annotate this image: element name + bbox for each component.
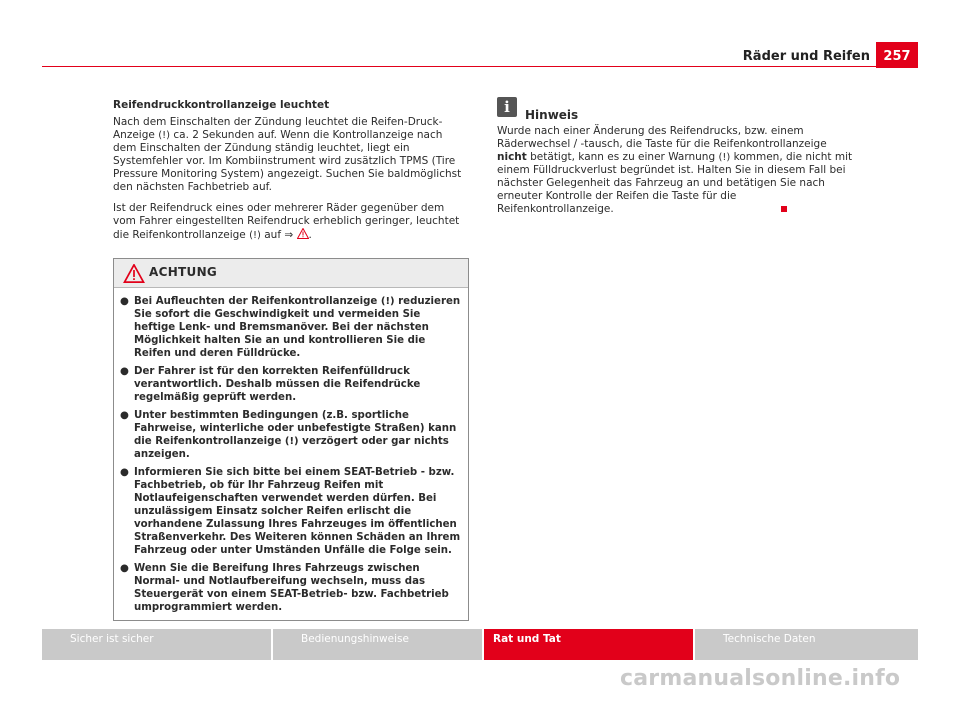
footer-tab-bedienung[interactable]: Bedienungshinweise [273, 629, 482, 660]
tpms-warning-icon: (!) [249, 230, 261, 241]
warning-triangle-icon [123, 264, 145, 283]
watermark: carmanualsonline.info [620, 666, 901, 691]
tpms-warning-icon: (!) [284, 436, 299, 447]
bullet-icon: ● [120, 366, 129, 377]
tpms-warning-icon: (!) [718, 152, 731, 163]
section-end-mark [781, 206, 787, 212]
paragraph-1-rest: ca. 2 Sekunden auf. Wenn die Kontrollanzeige nach dem Einschalten der Zündung ständig leuchtet, liegt ein Systemfehler vor. Im Kombiinstrument wird zusätzlich TPMS (Tire Pressure Monitoring System) angezeigt. Suchen Sie baldmöglichst den nächsten Fachbetrieb auf. [113, 129, 462, 193]
note-text [497, 125, 853, 216]
warning-item [120, 365, 462, 404]
warning-triangle-icon[interactable] [297, 228, 309, 239]
section-heading: Reifendruckkontrollanzeige leuchtet [113, 99, 330, 111]
paragraph-2 [113, 202, 469, 242]
bullet-icon: ● [120, 467, 129, 478]
warning-item-text: Bei Aufleuchten der Reifenkontrollanzeige [134, 296, 378, 307]
info-icon: i [497, 97, 517, 117]
footer-tab-rat-und-tat[interactable]: Rat und Tat [484, 629, 693, 660]
warning-item-text: Informieren Sie sich bitte bei einem SEAT-Betrieb - bzw. Fachbetrieb, ob für Ihr Fahrzeug Reifen mit Notlaufeigenschaften verwendet werden dürfen. Bei unzulässigem Einsatz solcher Reifen erlischt die vorhandene Zulassung Ihres Fahrzeuges im öffentlichen Straßenverkehr. Des Weiteren können Schäden an Ihrem Fahrzeug oder unter Umständen Unfälle die Folge sein. [134, 467, 461, 556]
left-column [113, 97, 469, 621]
tpms-warning-icon: (!) [380, 296, 395, 307]
paragraph-1 [113, 116, 469, 194]
warning-header [114, 259, 468, 288]
bullet-icon: ● [120, 410, 129, 421]
warning-item-text: verzögert oder gar nichts anzeigen. [134, 436, 449, 460]
note-title: Hinweis [525, 108, 579, 122]
warning-item-text: Wenn Sie die Bereifung Ihres Fahrzeugs zwischen Normal- und Notlaufbereifung wechseln, muss das Steuergerät von einem SEAT-Betrieb- bzw. Fachbetrieb umprogrammiert werden. [134, 563, 449, 613]
chapter-title: Räder und Reifen [742, 49, 870, 64]
warning-item [120, 409, 462, 461]
header-rule [42, 66, 876, 67]
warning-box [113, 258, 469, 621]
warning-item-text: reduzieren Sie sofort die Geschwindigkeit und vermeiden Sie heftige Lenk- und Bremsmanöver. Bei der nächsten Möglichkeit halten Sie an und kontrollieren Sie die Reifen und deren Fülldrücke. [134, 296, 461, 359]
note-emphasis: nicht [497, 151, 527, 163]
footer-tab-technische-daten[interactable]: Technische Daten [695, 629, 918, 660]
footer-tab-sicher[interactable]: Sicher ist sicher [42, 629, 271, 660]
tpms-warning-icon: (!) [158, 130, 171, 141]
note-text-start: Wurde nach einer Änderung des Reifendrucks, bzw. einem Räderwechsel / -tausch, die Taste für die Reifenkontrollanzeige [497, 125, 827, 150]
note-header [497, 97, 853, 121]
warning-item-text: Der Fahrer ist für den korrekten Reifenfülldruck verantwortlich. Deshalb müssen die Reifendrücke regelmäßig geprüft werden. [134, 366, 421, 403]
paragraph-2-start: Ist der Reifendruck eines oder mehrerer Räder gegenüber dem vom Fahrer eingestellten Reifendruck erheblich geringer, leuchtet die Reifenkontrollanzeige [113, 202, 460, 241]
warning-item [120, 562, 462, 614]
warning-item [120, 295, 462, 360]
paragraph-2-end: . [308, 229, 312, 241]
bullet-icon: ● [120, 563, 129, 574]
bullet-icon: ● [120, 296, 129, 307]
note-text-end: kommen, die nicht mit einem Fülldruckverlust begründet ist. Halten Sie in diesem Fall bei nächster Gelegenheit das Fahrzeug an und betätigen Sie nach erneuter Kontrolle der Reifen die Taste für die Reifenkontrollanzeige. [497, 151, 853, 215]
footer-navigation [42, 629, 918, 660]
warning-item-text: Unter bestimmten Bedingungen (z.B. sportliche Fahrweise, winterliche oder unbefestigte Straßen) kann die Reifenkontrollanzeige [134, 410, 457, 447]
note-text-middle: betätigt, kann es zu einer Warnung [530, 151, 716, 163]
warning-item [120, 466, 462, 557]
page-number: 257 [876, 42, 918, 68]
warning-title: ACHTUNG [149, 265, 218, 279]
paragraph-1-start: Nach dem Einschalten der Zündung leuchtet die Reifen-Druck-Anzeige [113, 116, 443, 141]
warning-body [114, 288, 468, 620]
paragraph-2-ref[interactable]: auf ⇒ [264, 229, 294, 241]
right-column [497, 97, 853, 216]
